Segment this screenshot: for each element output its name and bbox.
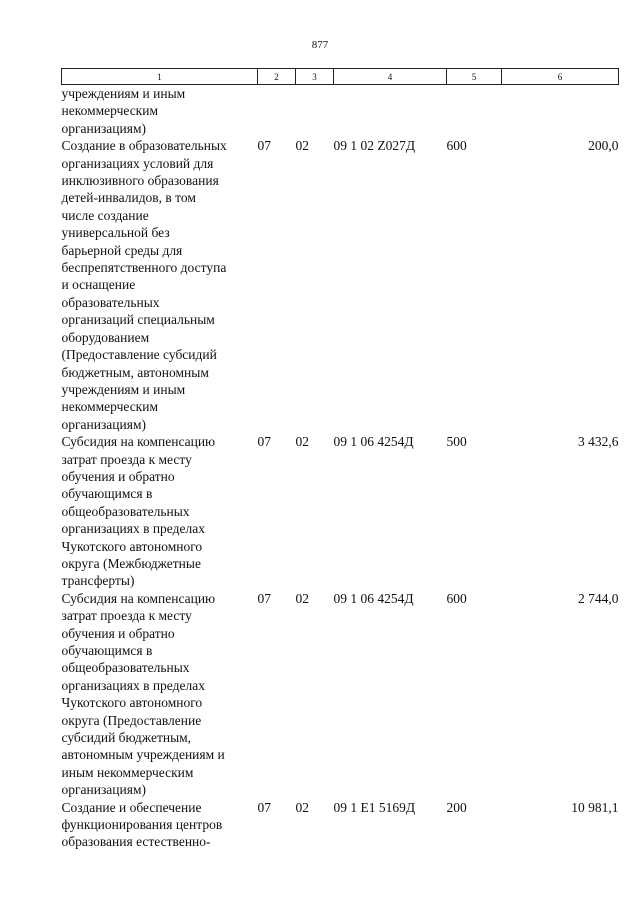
description-line: барьерной среды для xyxy=(61,242,183,258)
description-line: некоммерческим xyxy=(61,103,159,119)
description-line: организациям) xyxy=(61,120,147,136)
description-line: Создание и обеспечение xyxy=(61,799,202,815)
description-line: округа (Межбюджетные xyxy=(61,555,201,571)
amount-value: 200,0 xyxy=(588,138,619,154)
description-line: учреждениям и иным xyxy=(61,381,186,397)
description-line: образовательных xyxy=(61,294,160,310)
description-line: учреждениям и иным xyxy=(61,86,186,101)
description-line: универсальной без xyxy=(61,225,170,241)
description-line: организациях в пределах xyxy=(61,521,205,537)
table-row xyxy=(62,137,619,433)
section-code: 07 xyxy=(257,434,271,450)
description-line: иным некоммерческим xyxy=(61,764,194,780)
expense-type-code xyxy=(447,85,502,138)
description-line: организаций специальным xyxy=(61,312,215,328)
subsection-code: 02 xyxy=(295,799,309,815)
amount-value: 3 432,6 xyxy=(578,434,619,450)
description-line: образования естественно- xyxy=(61,834,211,850)
target-article-code: 09 1 06 4254Д xyxy=(333,590,414,606)
section-code: 07 xyxy=(257,138,271,154)
expense-type-code: 600 xyxy=(446,590,467,606)
description-line: субсидий бюджетным, xyxy=(61,730,192,746)
subsection-code: 02 xyxy=(295,434,309,450)
description-line: оборудованием xyxy=(61,329,150,345)
table-row xyxy=(62,433,619,590)
amount-value: 2 744,0 xyxy=(578,590,619,606)
section-code: 07 xyxy=(257,799,271,815)
description-line: детей-инвалидов, в том xyxy=(61,190,196,206)
description-line: организациям) xyxy=(61,782,147,798)
description-line: Чукотского автономного xyxy=(61,695,203,711)
section-code xyxy=(258,85,296,138)
description-line: затрат проезда к месту xyxy=(61,608,192,624)
row-description xyxy=(62,590,258,799)
amount-value xyxy=(502,85,619,138)
description-line: обучающимся в xyxy=(61,486,153,502)
column-number-row xyxy=(62,69,619,85)
amount-value: 10 981,1 xyxy=(571,799,619,815)
description-line: некоммерческим xyxy=(61,399,159,415)
description-line: автономным учреждениям и xyxy=(61,747,225,763)
column-number-1: 1 xyxy=(62,69,258,85)
description-line: обучения и обратно xyxy=(61,468,175,484)
description-line: организациях в пределах xyxy=(61,677,205,693)
description-line: организациям) xyxy=(61,416,147,432)
description-line: округа (Предоставление xyxy=(61,712,202,728)
description-line: и оснащение xyxy=(61,277,136,293)
description-line: числе создание xyxy=(61,207,149,223)
table-row xyxy=(62,590,619,799)
description-line: Субсидия на компенсацию xyxy=(61,434,216,450)
subsection-code: 02 xyxy=(295,138,309,154)
column-number-2: 2 xyxy=(258,69,296,85)
row-description xyxy=(62,137,258,433)
subsection-code: 02 xyxy=(295,590,309,606)
description-line: общеобразовательных xyxy=(61,503,190,519)
description-line: общеобразовательных xyxy=(61,660,190,676)
table-row xyxy=(62,85,619,138)
column-number-3: 3 xyxy=(296,69,334,85)
description-line: функционирования центров xyxy=(61,817,223,833)
row-description xyxy=(62,799,258,851)
column-number-6: 6 xyxy=(502,69,619,85)
column-number-5: 5 xyxy=(447,69,502,85)
target-article-code: 09 1 06 4254Д xyxy=(333,434,414,450)
expense-type-code: 500 xyxy=(446,434,467,450)
description-line: Создание в образовательных xyxy=(61,138,227,154)
column-number-4: 4 xyxy=(334,69,447,85)
target-article-code xyxy=(334,85,447,138)
row-description xyxy=(62,85,258,138)
table-body xyxy=(62,85,619,851)
description-line: бюджетным, автономным xyxy=(61,364,209,380)
description-line: инклюзивного образования xyxy=(61,173,219,189)
description-line: затрат проезда к месту xyxy=(61,451,192,467)
description-line: обучения и обратно xyxy=(61,625,175,641)
description-line: Чукотского автономного xyxy=(61,538,203,554)
page-number: 877 xyxy=(311,39,329,51)
section-code: 07 xyxy=(257,590,271,606)
description-line: обучающимся в xyxy=(61,643,153,658)
description-line: организациях условий для xyxy=(61,155,214,171)
row-description xyxy=(62,433,258,590)
expense-type-code: 600 xyxy=(446,138,467,154)
expense-type-code: 200 xyxy=(446,799,467,815)
description-line: Субсидия на компенсацию xyxy=(61,590,216,606)
description-line: (Предоставление субсидий xyxy=(61,347,217,363)
budget-table xyxy=(61,68,619,851)
description-line: беспрепятственного доступа xyxy=(61,260,227,276)
subsection-code xyxy=(296,85,334,138)
description-line: трансферты) xyxy=(61,573,135,589)
target-article-code: 09 1 02 Z027Д xyxy=(333,138,416,154)
target-article-code: 09 1 E1 5169Д xyxy=(333,799,416,815)
table-row xyxy=(62,799,619,851)
